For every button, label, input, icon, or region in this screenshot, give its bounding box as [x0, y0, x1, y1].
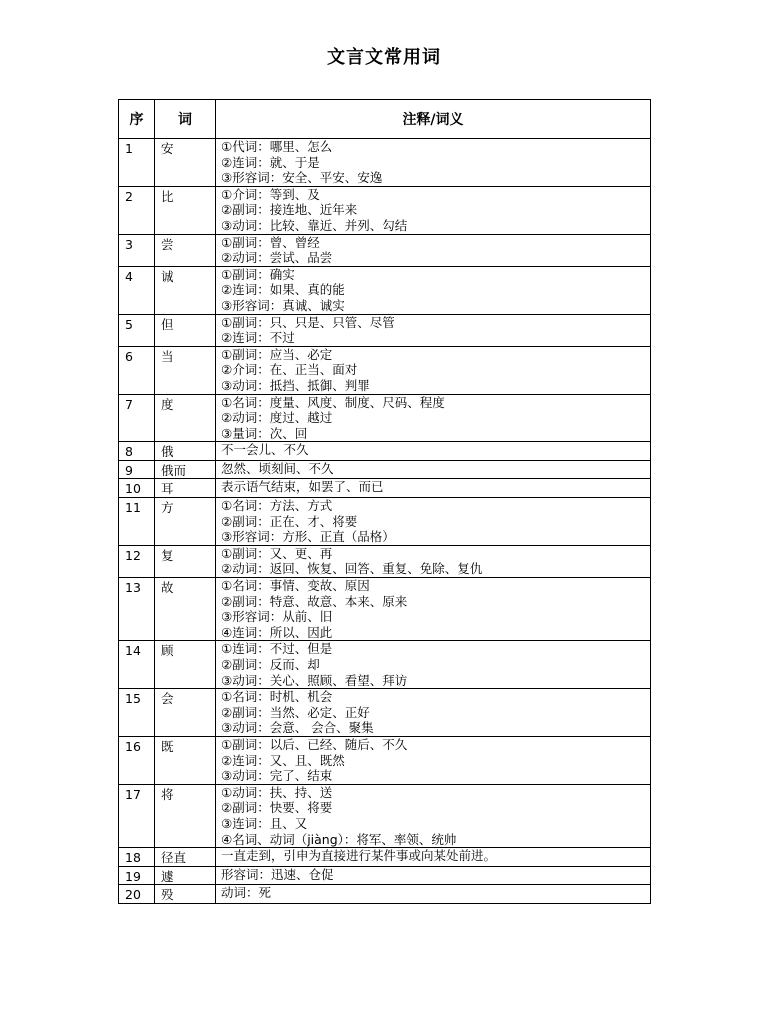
meaning-line: ③形容词：方形、正直（品格） — [221, 529, 395, 545]
meaning-line: 一直走到，引申为直接进行某件事或向某处前进。 — [221, 848, 497, 864]
table-row — [119, 885, 651, 904]
row-meaning — [216, 314, 651, 346]
meaning-line: ①副词：只、只是、只管、尽管 — [221, 314, 395, 330]
header-word: 词 — [155, 100, 216, 139]
row-meaning — [216, 479, 651, 498]
row-index: 3 — [119, 234, 155, 266]
table-row — [119, 736, 651, 784]
meaning-line: ①名词：事情、变故、原因 — [221, 578, 370, 594]
table-row — [119, 346, 651, 394]
row-meaning — [216, 689, 651, 737]
meaning-line: ①名词：度量、风度、制度、尺码、程度 — [221, 394, 445, 410]
row-meaning — [216, 866, 651, 885]
row-meaning — [216, 784, 651, 847]
table-row — [119, 689, 651, 737]
meaning-line: ①副词：又、更、再 — [221, 545, 333, 561]
row-meaning — [216, 460, 651, 479]
meaning-line: ①副词：以后、已经、随后、不久 — [221, 736, 408, 752]
row-word: 方 — [155, 498, 216, 546]
table-row — [119, 460, 651, 479]
meaning-line: ①副词：应当、必定 — [221, 346, 333, 362]
meaning-line: ③动词：比较、靠近、并列、勾结 — [221, 217, 408, 233]
row-word: 复 — [155, 545, 216, 577]
row-meaning — [216, 848, 651, 867]
row-index: 8 — [119, 442, 155, 461]
row-index: 20 — [119, 885, 155, 904]
row-index: 1 — [119, 139, 155, 187]
row-word: 既 — [155, 736, 216, 784]
table-row — [119, 545, 651, 577]
row-index: 4 — [119, 266, 155, 314]
meaning-line: ①连词：不过、但是 — [221, 641, 333, 657]
row-word: 耳 — [155, 479, 216, 498]
meaning-line: ③动词：完了、结束 — [221, 768, 333, 784]
meaning-line: ③形容词：从前、旧 — [221, 609, 333, 625]
meaning-line: ②介词：在、正当、面对 — [221, 362, 358, 378]
table-row — [119, 266, 651, 314]
row-meaning — [216, 234, 651, 266]
row-word: 但 — [155, 314, 216, 346]
row-index: 7 — [119, 394, 155, 442]
meaning-line: ②连词：不过 — [221, 330, 295, 346]
meaning-line: ④名词、动词（jiàng）：将军、率领、统帅 — [221, 831, 457, 847]
row-word: 俄 — [155, 442, 216, 461]
meaning-line: ②动词：度过、越过 — [221, 410, 333, 426]
row-index: 17 — [119, 784, 155, 847]
meaning-line: ②副词：当然、必定、正好 — [221, 704, 370, 720]
row-meaning — [216, 442, 651, 461]
meaning-line: ①名词：时机、机会 — [221, 689, 333, 705]
meaning-line: ②副词：反而、却 — [221, 657, 320, 672]
row-word: 比 — [155, 186, 216, 234]
row-word: 尝 — [155, 234, 216, 266]
row-meaning — [216, 498, 651, 546]
table-row — [119, 641, 651, 689]
row-index: 2 — [119, 186, 155, 234]
row-meaning — [216, 736, 651, 784]
table-row — [119, 234, 651, 266]
row-word: 将 — [155, 784, 216, 847]
table-row — [119, 866, 651, 885]
row-meaning — [216, 545, 651, 577]
header-meaning: 注释/词义 — [216, 100, 651, 139]
row-word: 遽 — [155, 866, 216, 885]
row-meaning — [216, 139, 651, 187]
meaning-line: ②副词：快要、将要 — [221, 800, 333, 816]
meaning-line: ②连词：又、且、既然 — [221, 752, 345, 768]
meaning-line: 忽然、顷刻间、不久 — [221, 460, 334, 476]
row-word: 安 — [155, 139, 216, 187]
meaning-line: ③动词：抵挡、抵御、判罪 — [221, 377, 370, 393]
meaning-line: 不一会儿、不久 — [221, 442, 309, 458]
row-meaning — [216, 186, 651, 234]
row-word: 度 — [155, 394, 216, 442]
meaning-line: ①副词：确实 — [221, 266, 295, 282]
page-title: 文言文常用词 — [327, 47, 441, 68]
row-index: 13 — [119, 578, 155, 641]
meaning-line: ④连词：所以、因此 — [221, 624, 333, 640]
table-row — [119, 498, 651, 546]
row-word: 会 — [155, 689, 216, 737]
table-row — [119, 578, 651, 641]
meaning-line: ①名词：方法、方式 — [221, 498, 333, 514]
table-row — [119, 848, 651, 867]
table-row — [119, 139, 651, 187]
table-row — [119, 479, 651, 498]
meaning-line: ①动词：扶、持、送 — [221, 784, 333, 800]
meaning-line: ③形容词：真诚、诚实 — [221, 297, 345, 313]
row-meaning — [216, 266, 651, 314]
row-meaning — [216, 394, 651, 442]
row-meaning — [216, 641, 651, 689]
meaning-line: ②动词：返回、恢复、回答、重复、免除、复仇 — [221, 561, 483, 577]
table-row — [119, 784, 651, 847]
meaning-line: ③动词：关心、照顾、看望、拜访 — [221, 672, 408, 688]
meaning-line: ③量词：次、回 — [221, 425, 308, 441]
meaning-line: ②副词：接连地、近年来 — [221, 202, 358, 218]
row-index: 10 — [119, 479, 155, 498]
row-word: 径直 — [155, 848, 216, 867]
meaning-line: 表示语气结束，如罢了、而已 — [221, 479, 384, 495]
row-index: 16 — [119, 736, 155, 784]
row-word: 殁 — [155, 885, 216, 904]
row-index: 11 — [119, 498, 155, 546]
row-index: 15 — [119, 689, 155, 737]
table-header-row — [119, 100, 651, 139]
meaning-line: ①副词：曾、曾经 — [221, 234, 320, 250]
vocabulary-table — [118, 99, 651, 904]
row-index: 19 — [119, 866, 155, 885]
meaning-line: 动词：死 — [221, 885, 272, 901]
row-index: 14 — [119, 641, 155, 689]
row-meaning — [216, 885, 651, 904]
table-row — [119, 186, 651, 234]
meaning-line: ③动词：会意、 会合、聚集 — [221, 720, 374, 736]
row-index: 12 — [119, 545, 155, 577]
meaning-line: ③连词：且、又 — [221, 815, 308, 831]
row-word: 故 — [155, 578, 216, 641]
row-index: 6 — [119, 346, 155, 394]
table-row — [119, 314, 651, 346]
row-word: 诚 — [155, 266, 216, 314]
row-meaning — [216, 578, 651, 641]
meaning-line: ②动词：尝试、品尝 — [221, 250, 333, 266]
meaning-line: ①代词：哪里、怎么 — [221, 139, 333, 154]
table-row — [119, 442, 651, 461]
meaning-line: ②副词：特意、故意、本来、原来 — [221, 593, 408, 609]
row-word: 顾 — [155, 641, 216, 689]
meaning-line: ②连词：就、于是 — [221, 154, 320, 170]
row-index: 9 — [119, 460, 155, 479]
row-index: 5 — [119, 314, 155, 346]
meaning-line: ①介词：等到、及 — [221, 186, 320, 202]
meaning-line: ③形容词：安全、平安、安逸 — [221, 170, 383, 186]
table-row — [119, 394, 651, 442]
row-index: 18 — [119, 848, 155, 867]
row-word: 当 — [155, 346, 216, 394]
header-index: 序 — [119, 100, 155, 139]
meaning-line: ②副词：正在、才、将要 — [221, 513, 358, 529]
meaning-line: 形容词：迅速、仓促 — [221, 866, 334, 882]
row-word: 俄而 — [155, 460, 216, 479]
meaning-line: ②连词：如果、真的能 — [221, 282, 345, 298]
row-meaning — [216, 346, 651, 394]
